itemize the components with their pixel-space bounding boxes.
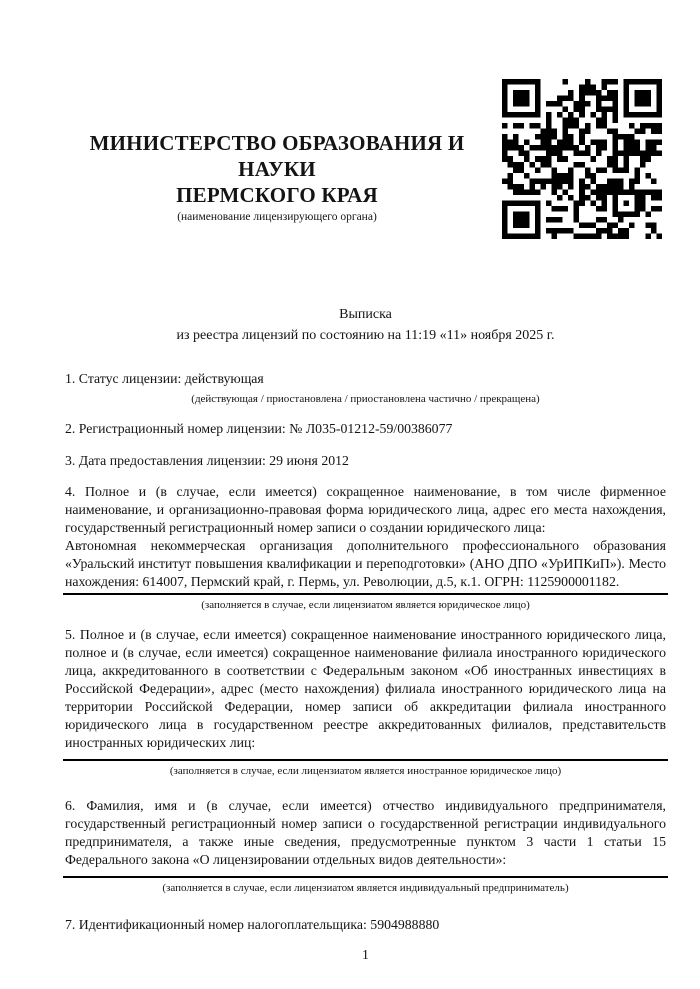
field-registration-number: 2. Регистрационный номер лицензии: № Л035-01212-59/00386077 bbox=[65, 421, 453, 436]
field-foreign-legal-entity-question: 5. Полное и (в случае, если имеется) сокращенное наименование иностранного юридического лица, полное и (в случае, если имеется) сокращенное наименование филиала иностранного юридического лица, аккредитованного в соответствии с Федеральным законом «Об иностранных инвестициях в Российской Федерации», адрес (место нахождения) филиала иностранного юридического лица на территории Российской Федерации, номер записи об аккредитации филиала иностранного юридического лица в государственном реестре аккредитованных филиалов, представительств иностранных юридических лиц: bbox=[65, 627, 666, 750]
document-title bbox=[65, 304, 666, 346]
field-individual-entrepreneur-question: 6. Фамилия, имя и (в случае, если имеется) отчество индивидуального предпринимателя, государственный регистрационный номер записи о государственной регистрации индивидуального предпринимателя, а также иные сведения, предусмотренные пунктом 3 части 1 статьи 15 Федерального закона «О лицензировании отдельных видов деятельности»: bbox=[65, 798, 666, 867]
licensing-authority-name-line2: ПЕРМСКОГО КРАЯ bbox=[176, 183, 378, 207]
fill-in-rule bbox=[63, 593, 668, 595]
field-foreign-legal-entity bbox=[65, 626, 666, 778]
document-header bbox=[65, 130, 489, 224]
fill-in-rule bbox=[63, 759, 668, 761]
field-individual-entrepreneur bbox=[65, 797, 666, 895]
field-legal-entity-caption: (заполняется в случае, если лицензиатом является юридическое лицо) bbox=[201, 599, 530, 611]
field-foreign-legal-entity-caption: (заполняется в случае, если лицензиатом является иностранное юридическое лицо) bbox=[169, 765, 562, 777]
document-title-line2: из реестра лицензий по состоянию на 11:19 «11» ноября 2025 г. bbox=[176, 328, 555, 343]
field-license-grant-date: 3. Дата предоставления лицензии: 29 июня 2012 bbox=[65, 453, 349, 468]
field-license-status-options-caption: (действующая / приостановлена / приостановлена частично / прекращена) bbox=[191, 393, 540, 405]
field-taxpayer-id: 7. Идентификационный номер налогоплательщика: 5904988880 bbox=[65, 917, 440, 932]
document-body bbox=[65, 304, 666, 964]
field-individual-entrepreneur-caption: (заполняется в случае, если лицензиатом является индивидуальный предприниматель) bbox=[162, 882, 569, 894]
field-legal-entity bbox=[65, 483, 666, 612]
field-legal-entity-question: 4. Полное и (в случае, если имеется) сокращенное наименование, в том числе фирменное наименование, и организационно-правовая форма юридического лица, адрес его места нахождения, государственный регистрационный номер записи о создании юридического лица: bbox=[65, 484, 666, 535]
field-legal-entity-answer: Автономная некоммерческая организация дополнительного профессионального образования «Уральский институт повышения квалификации и переподготовки» (АНО ДПО «УрИПКиП»). Место нахождения: 614007, Пермский край, г. Пермь, ул. Революции, д.5, к.1. ОГРН: 1125900001182. bbox=[65, 538, 666, 589]
field-license-status: 1. Статус лицензии: действующая bbox=[65, 371, 264, 386]
fill-in-rule bbox=[63, 876, 668, 878]
page-number: 1 bbox=[362, 947, 369, 962]
licensing-authority-name-line1: МИНИСТЕРСТВО ОБРАЗОВАНИЯ И НАУКИ bbox=[89, 131, 465, 181]
qr-code-icon bbox=[502, 79, 662, 239]
document-title-line1: Выписка bbox=[339, 307, 392, 322]
licensing-authority-caption: (наименование лицензирующего органа) bbox=[177, 211, 377, 223]
